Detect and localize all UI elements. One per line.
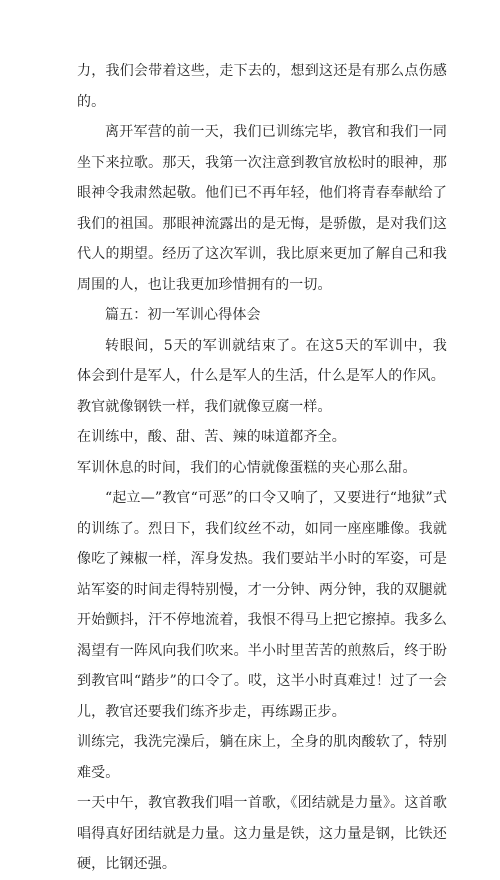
paragraph-flavors: 在训练中，酸、甜、苦、辣的味道都齐全。 — [77, 429, 346, 445]
paragraph-song: 一天中午，教官教我们唱一首歌，《团结就是力量》。这首歌唱得真好团结就是力量。这力量是铁，这力量是钢，比铁还硬，比钢还强。 — [77, 795, 447, 872]
paragraph-instructor-steel: 教官就像钢铁一样，我们就像豆腐一样。 — [77, 398, 332, 415]
paragraph-leaving-camp: 离开军营的前一天，我们已训练完毕，教官和我们一同坐下来拉歌。那天，我第一次注意到教官放松时的眼神，那眼神令我肃然起敬。他们已不再年轻，他们将青春奉献给了我们的祖国。那眼神流露出的是无悔，是骄傲，是对我们这代人的期望。经历了这次军训，我比原来更加了解自己和我周围的人，也让我更加珍惜拥有的一切。 — [77, 124, 447, 293]
section-heading-part-five: 篇五：初一军训心得体会 — [105, 307, 261, 323]
paragraph-rest-time: 军训休息的时间，我们的心情就像蛋糕的夹心那么甜。 — [77, 459, 417, 476]
paragraph-after-training: 训练完，我洗完澡后，躺在床上，全身的肌肉酸软了，特别难受。 — [77, 734, 447, 781]
document-body — [77, 56, 447, 880]
paragraph-standing-drill: “起立—”教官“可恶”的口令又响了，又要进行“地狱”式的训练了。烈日下，我们纹丝不动，如同一座座雕像。我就像吃了辣椒一样，浑身发热。我们要站半小时的军姿，可是站军姿的时间走得特别慢，才一分钟、两分钟，我的双腿就开始颤抖，汗不停地流着，我恨不得马上把它擦掉。我多么渴望有一阵风向我们吹来。半小时里苦苦的煎熬后，终于盼到教官叫“踏步”的口令了。哎，这半小时真难过！过了一会儿，教官还要我们练齐步走，再练踢正步。 — [77, 490, 447, 720]
paragraph-continuation: 力，我们会带着这些，走下去的，想到这还是有那么点伤感的。 — [77, 63, 447, 110]
paragraph-five-days: 转眼间，5天的军训就结束了。在这5天的军训中，我体会到什是军人，什么是军人的生活，什么是军人的作风。 — [77, 337, 447, 384]
